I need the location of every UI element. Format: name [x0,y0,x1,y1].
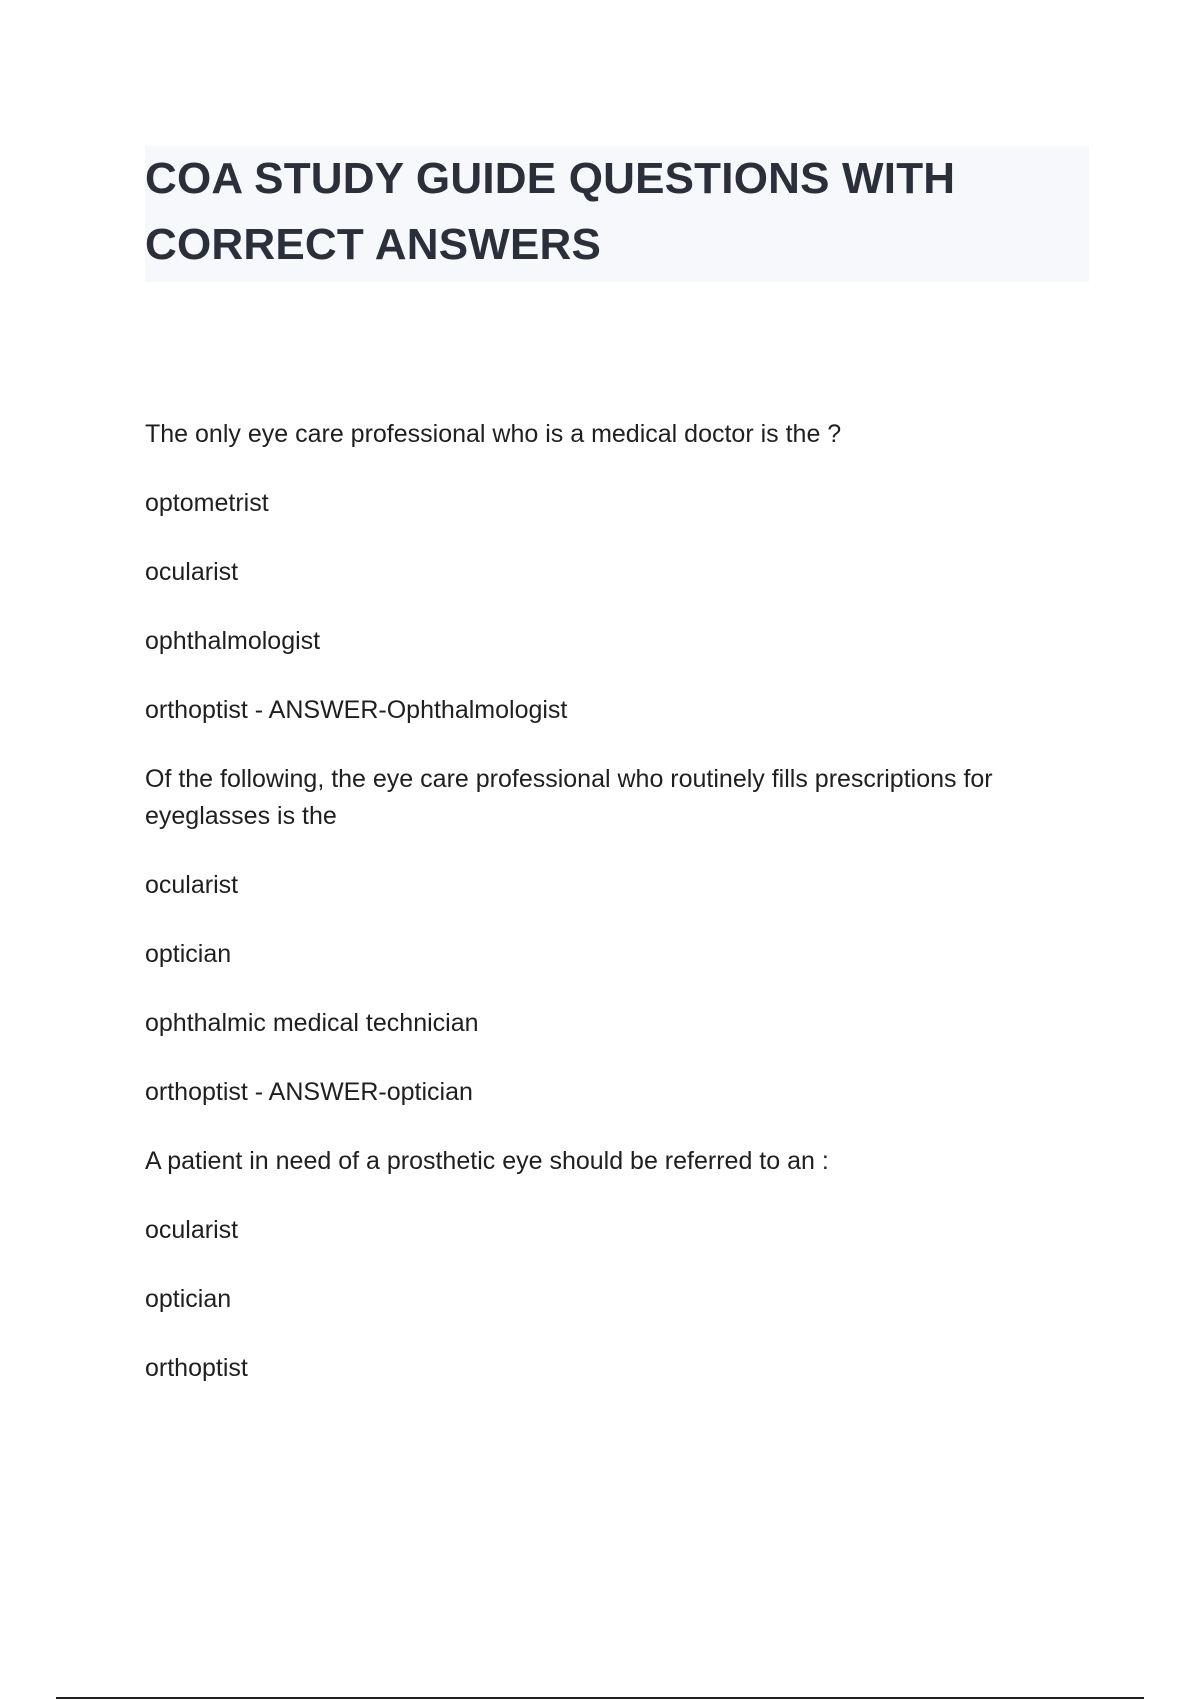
question-2-option: optician [145,940,232,968]
title-block [145,146,1089,282]
question-2: Of the following, the eye care professional who routinely fills prescriptions for eyeglasses is the [145,765,993,830]
question-1-answer: orthoptist - ANSWER-Ophthalmologist [145,696,568,724]
question-3-option: orthoptist [145,1354,248,1382]
page-bottom-divider [56,1697,1144,1699]
question-1: The only eye care professional who is a medical doctor is the ? [145,420,842,448]
question-2-answer: orthoptist - ANSWER-optician [145,1078,473,1106]
question-1-option: ocularist [145,558,239,586]
question-1-option: optometrist [145,489,269,517]
question-3: A patient in need of a prosthetic eye should be referred to an : [145,1147,829,1175]
document-body [145,416,1065,1419]
question-1-option: ophthalmologist [145,627,321,655]
document-title: COA STUDY GUIDE QUESTIONS WITH CORRECT ANSWERS [145,154,956,269]
question-3-option: optician [145,1285,232,1313]
question-3-option: ocularist [145,1216,239,1244]
question-2-option: ocularist [145,871,239,899]
question-2-option: ophthalmic medical technician [145,1009,479,1037]
